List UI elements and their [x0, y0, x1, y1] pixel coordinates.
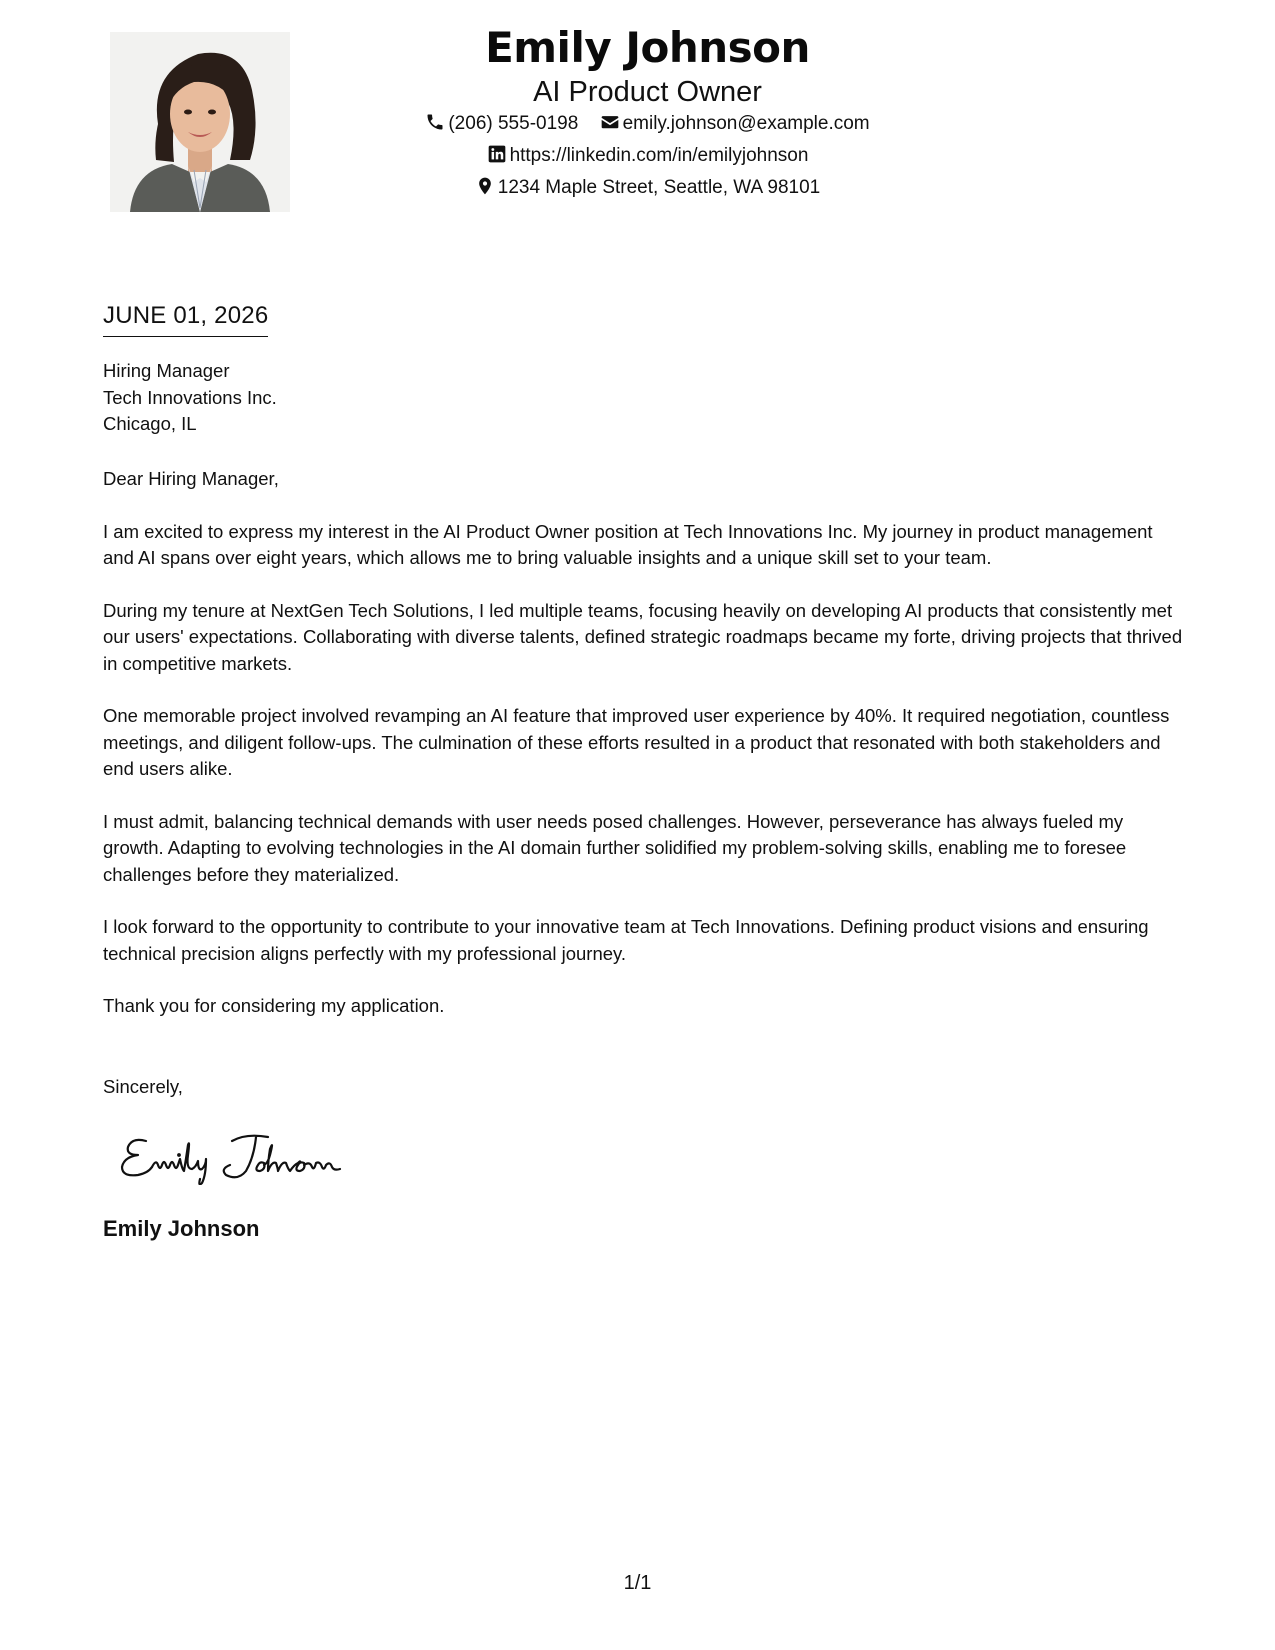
linkedin-icon: [487, 144, 507, 164]
recipient-location: Chicago, IL: [103, 413, 197, 434]
letter-body: [103, 466, 1183, 1046]
phone-number: (206) 555-0198: [448, 113, 579, 134]
contact-line-linkedin: [330, 140, 965, 172]
phone-icon: [425, 112, 445, 132]
email-address: emily.johnson@example.com: [622, 113, 870, 134]
linkedin-url: https://linkedin.com/in/emilyjohnson: [509, 145, 809, 166]
applicant-role: AI Product Owner: [533, 76, 762, 108]
body-paragraph: One memorable project involved revamping an AI feature that improved user experience by 40%. It required negotiation, countless meetings, and diligent follow-ups. The culmination of these efforts resulted in a product that resonated with both stakeholders and end users alike.: [103, 705, 1170, 779]
address-contact: [475, 172, 821, 204]
body-paragraph: I look forward to the opportunity to contribute to your innovative team at Tech Innovations. Defining product visions and ensuring technical precision aligns perfectly with my professional journey.: [103, 916, 1149, 964]
applicant-name: Emily Johnson: [485, 23, 810, 72]
profile-photo: [110, 32, 290, 212]
closing: Sincerely,: [103, 1076, 183, 1097]
body-paragraph: Thank you for considering my application.: [103, 995, 445, 1016]
phone-contact[interactable]: [425, 108, 578, 140]
linkedin-contact[interactable]: [487, 140, 809, 172]
page-number: 1/1: [623, 1572, 652, 1594]
email-contact[interactable]: [600, 108, 870, 140]
recipient-title: Hiring Manager: [103, 360, 230, 381]
signer-name: Emily Johnson: [103, 1216, 260, 1241]
letter-date: JUNE 01, 2026: [103, 300, 268, 337]
body-paragraph: I must admit, balancing technical demands with user needs posed challenges. However, perseverance has always fueled my growth. Adapting to evolving technologies in the AI domain further solidified my problem-solving skills, enabling me to foresee challenges before they materialized.: [103, 810, 1127, 885]
salutation: Dear Hiring Manager,: [103, 468, 279, 489]
envelope-icon: [600, 112, 620, 132]
body-paragraph: I am excited to express my interest in the AI Product Owner position at Tech Innovations Inc. My journey in product management and AI spans over eight years, which allows me to bring valuable insights and a unique skill set to your team.: [103, 520, 1153, 568]
handwritten-signature: [118, 1125, 358, 1185]
body-paragraph: During my tenure at NextGen Tech Solutions, I led multiple teams, focusing heavily on developing AI products that consistently met our users' expectations. Collaborating with diverse talents, defined strategic roadmaps became my forte, driving projects that thrived in competitive markets.: [103, 599, 1183, 674]
recipient-block: [103, 358, 277, 438]
contact-line-address: [330, 172, 965, 204]
recipient-company: Tech Innovations Inc.: [103, 386, 277, 408]
letter-header: [330, 20, 965, 204]
map-pin-icon: [475, 176, 495, 196]
contact-line-phone-email: [330, 108, 965, 140]
postal-address: 1234 Maple Street, Seattle, WA 98101: [497, 177, 821, 198]
